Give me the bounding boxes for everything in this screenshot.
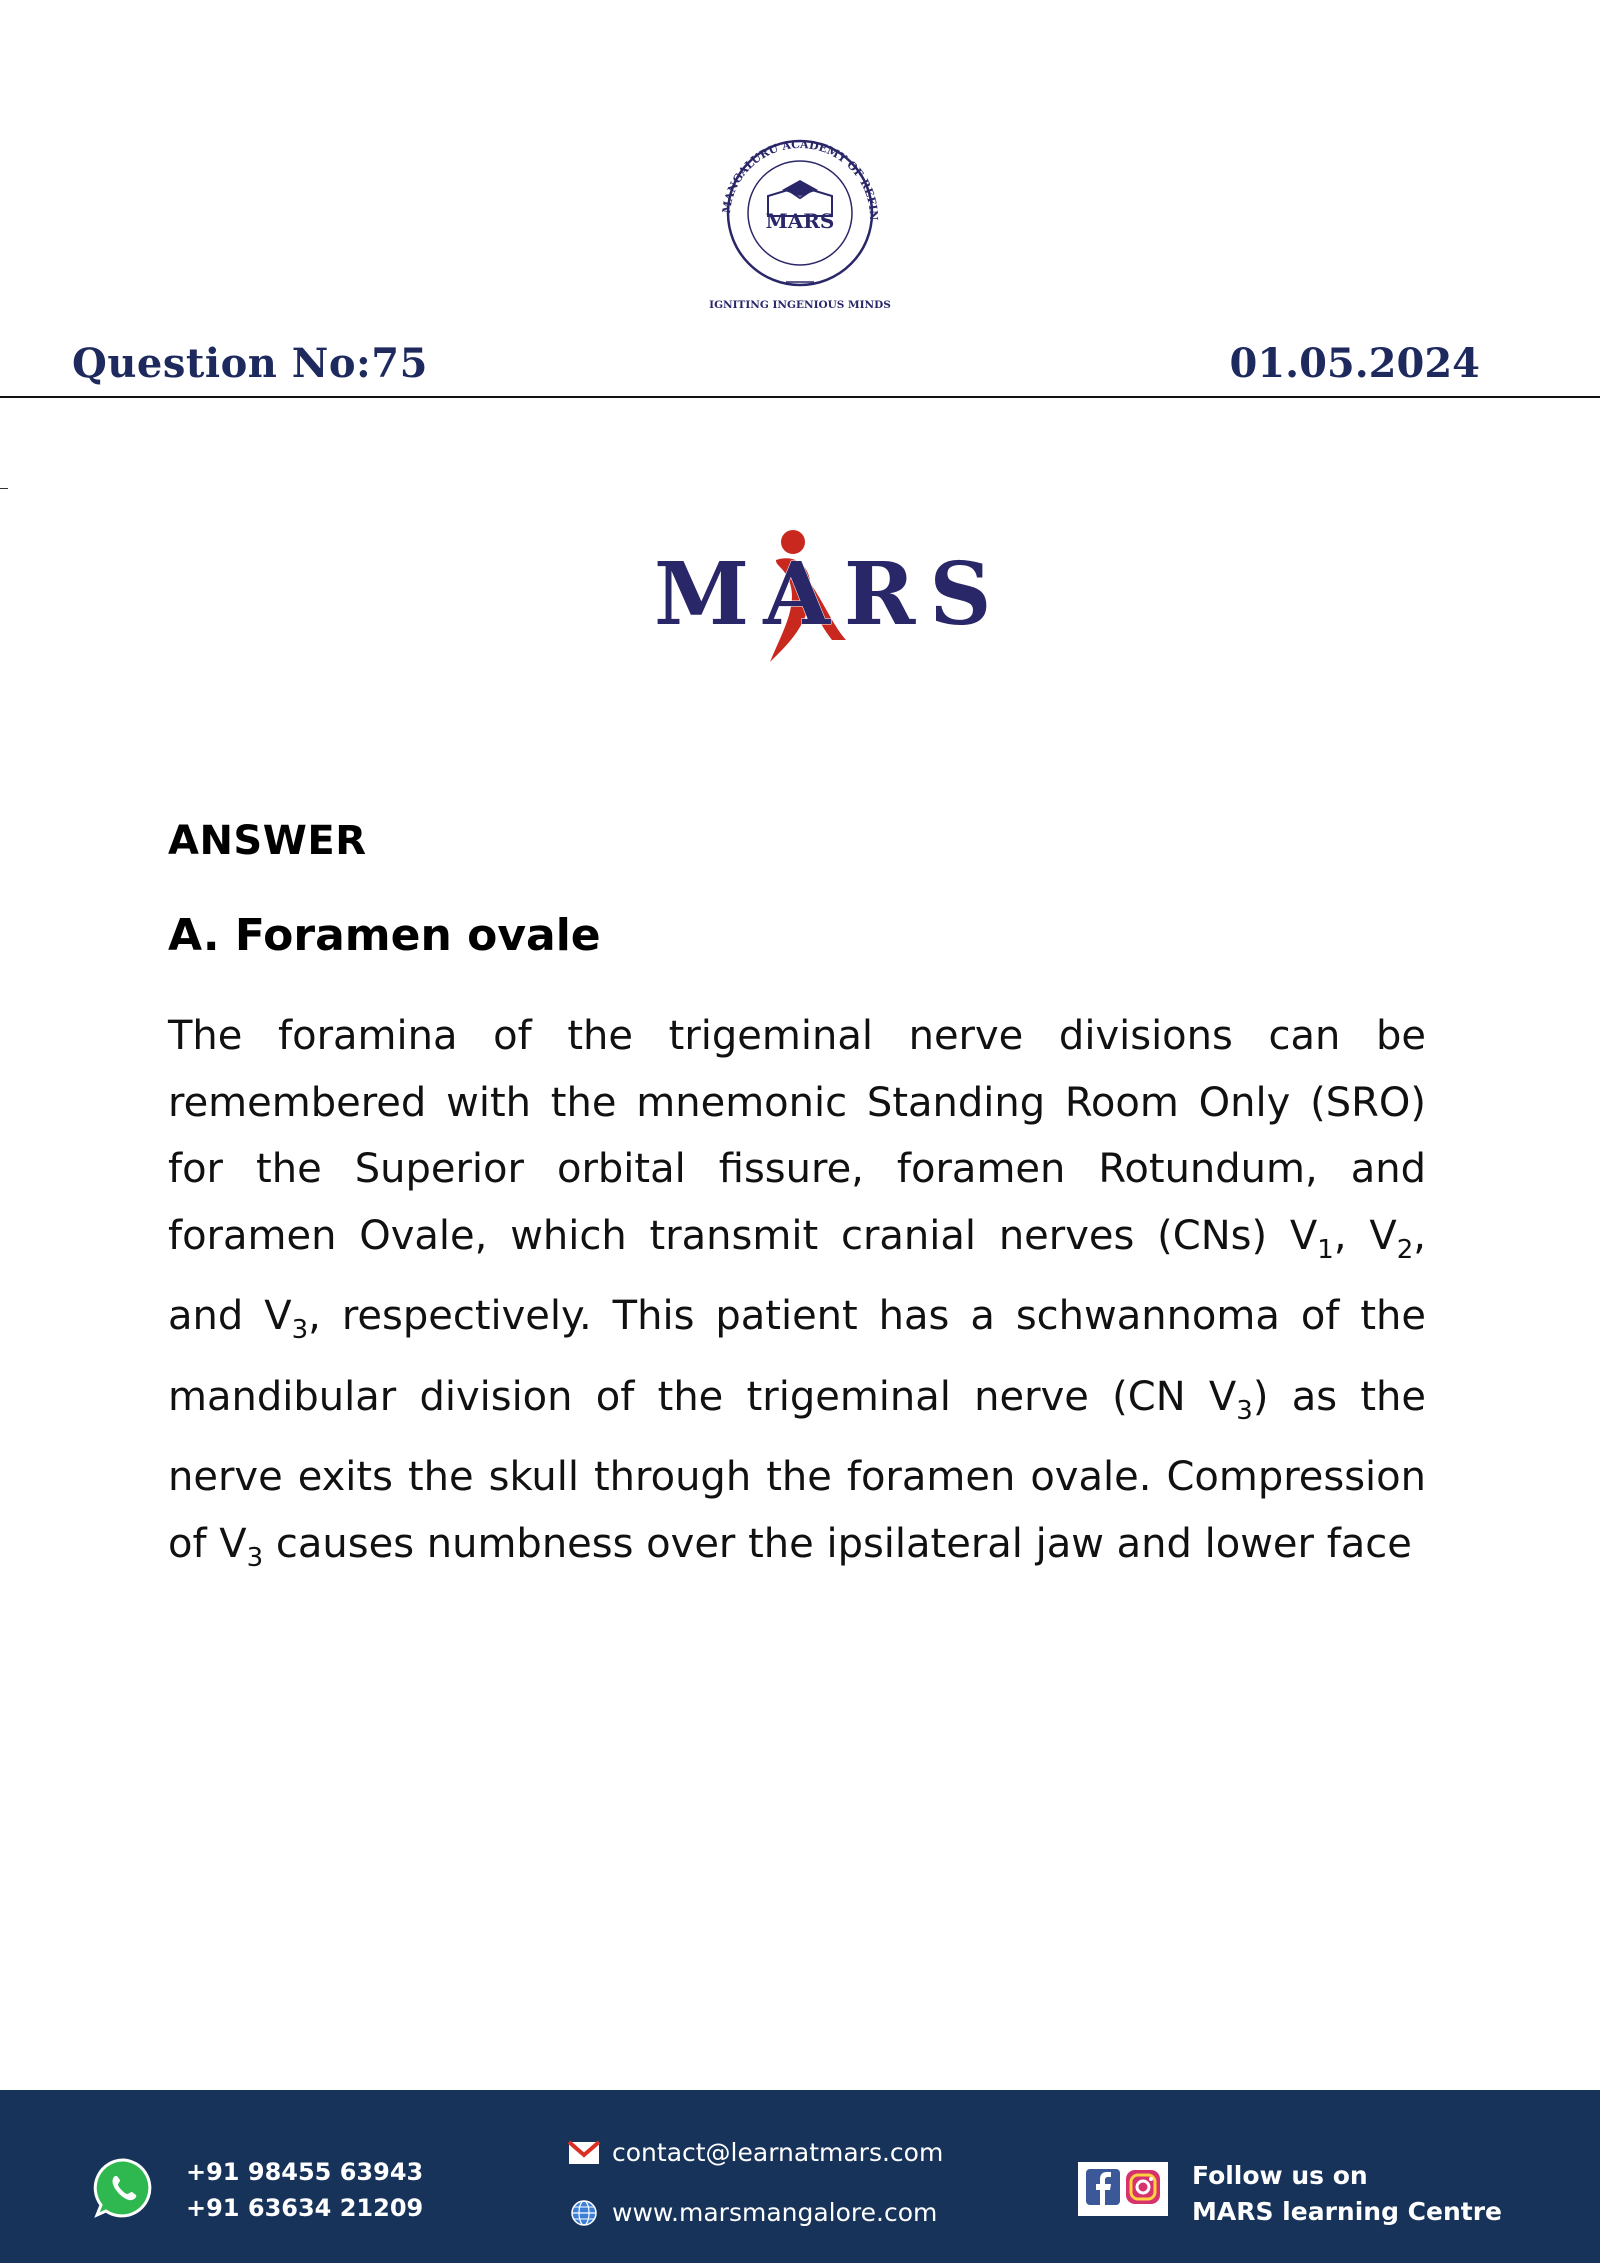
phone-numbers <box>186 2154 423 2226</box>
answer-option: A. Foramen ovale <box>168 910 601 961</box>
answer-section <box>168 818 1426 1591</box>
facebook-icon[interactable] <box>1086 2169 1120 2209</box>
contact-footer <box>0 2090 1600 2263</box>
social-icons <box>1078 2162 1168 2216</box>
mail-icon <box>568 2139 600 2167</box>
academy-seal-logo <box>706 118 894 318</box>
social-follow-text <box>1192 2158 1502 2230</box>
website-url[interactable]: www.marsmangalore.com <box>612 2198 938 2227</box>
email-contact[interactable] <box>568 2138 943 2167</box>
header-divider <box>0 396 1600 398</box>
seal-arc-text: MANGALURU ACADEMY OF REFIN <box>719 137 881 221</box>
answer-explanation: The foramina of the trigeminal nerve divisions can be remembered with the mnemonic Standing Room Only (SRO) for the Superior orbital fissure, foramen Rotundum, and foramen Ovale, which transmit cranial nerves (CNs) $V_1$, $V_2$, and $V_3$, respectively. This patient has a schwannoma of the mandibular division of the trigeminal nerve (CN $V_3$) as the nerve exits the skull through the foramen ovale. Compression of $V_3$ causes numbness over the ipsilateral jaw and lower face <box>168 1013 1427 1573</box>
phone-2[interactable]: +91 63634 21209 <box>186 2194 424 2222</box>
follow-line-1: Follow us on <box>1192 2161 1368 2190</box>
globe-icon <box>568 2199 600 2227</box>
question-header <box>0 330 1600 398</box>
seal-center-text: MARS <box>765 209 835 233</box>
website-contact[interactable] <box>568 2198 937 2227</box>
whatsapp-icon[interactable] <box>92 2156 156 2220</box>
email-address[interactable]: contact@learnatmars.com <box>612 2138 944 2167</box>
answer-label: ANSWER <box>168 818 367 864</box>
phone-1[interactable]: +91 98455 63943 <box>186 2158 424 2186</box>
question-number: Question No:75 <box>72 340 428 387</box>
mars-logo-text: MARS <box>654 544 1006 645</box>
seal-tagline: IGNITING INGENIOUS MINDS <box>709 299 891 311</box>
mars-logo <box>650 512 1006 662</box>
svg-text:MANGALURU ACADEMY OF REFINED S <box>706 118 880 221</box>
question-date: 01.05.2024 <box>1229 340 1480 387</box>
instagram-icon[interactable] <box>1126 2169 1160 2209</box>
margin-mark <box>0 488 8 489</box>
follow-line-2[interactable]: MARS learning Centre <box>1192 2197 1503 2226</box>
